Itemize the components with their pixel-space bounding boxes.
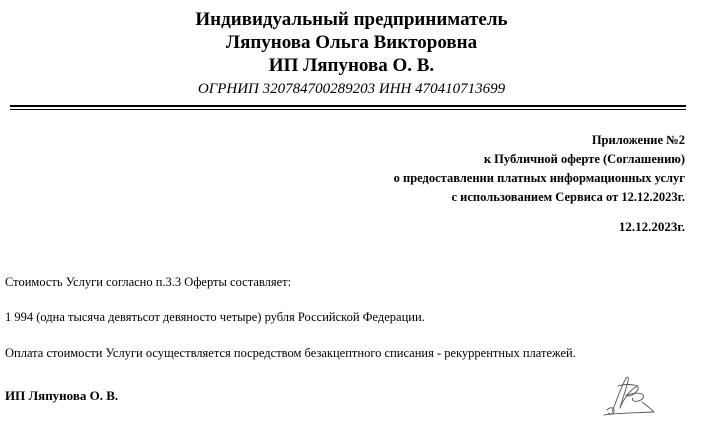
entrepreneur-short-name: ИП Ляпунова О. В. bbox=[268, 55, 435, 76]
entrepreneur-full-name: Ляпунова Ольга Викторовна bbox=[225, 32, 478, 53]
appendix-service-date: с использованием Сервиса от 12.12.2023г. bbox=[451, 190, 685, 204]
header-divider-thick bbox=[10, 105, 686, 107]
appendix-title: Приложение №2 bbox=[591, 133, 685, 147]
payment-method-paragraph: Оплата стоимости Услуги осуществляется посредством безакцептного списания - рекуррентных платежей. bbox=[5, 346, 576, 360]
appendix-service-desc: о предоставлении платных информационных услуг bbox=[393, 171, 685, 185]
price-amount-paragraph: 1 994 (одна тысяча девятьсот девяносто четыре) рубля Российской Федерации. bbox=[5, 310, 425, 324]
handwritten-signature bbox=[598, 372, 660, 420]
header-divider-thin bbox=[10, 109, 686, 110]
appendix-offer-ref: к Публичной оферте (Соглашению) bbox=[483, 152, 685, 166]
document-date: 12.12.2023г. bbox=[618, 219, 685, 234]
document-header bbox=[0, 8, 703, 99]
entrepreneur-type: Индивидуальный предприниматель bbox=[195, 9, 508, 30]
price-intro-paragraph: Стоимость Услуги согласно п.3.3 Оферты составляет: bbox=[5, 275, 292, 289]
registration-numbers: ОГРНИП 320784700289203 ИНН 470410713699 bbox=[197, 81, 506, 97]
signer-name: ИП Ляпунова О. В. bbox=[5, 388, 119, 403]
appendix-block bbox=[394, 131, 685, 207]
